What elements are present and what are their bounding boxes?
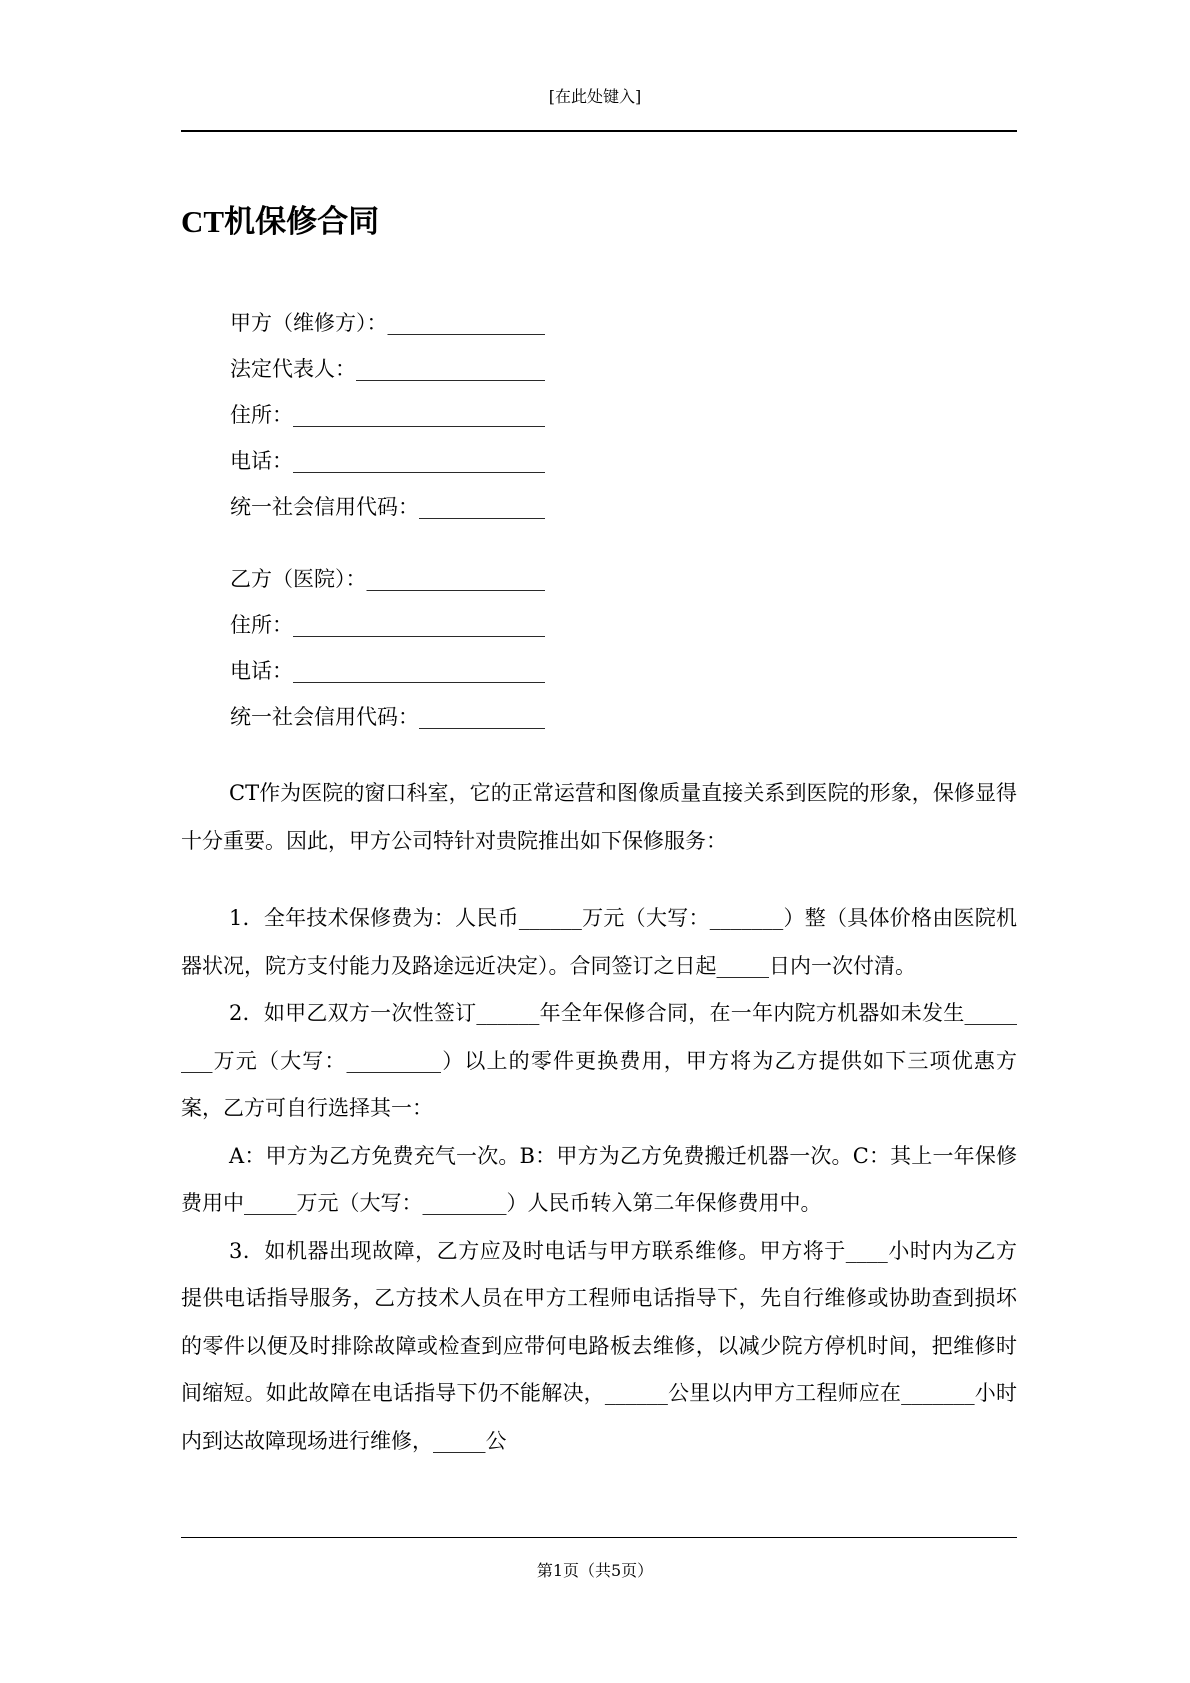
party-gap <box>230 536 545 562</box>
page-number: 第1页（共5页） <box>536 1561 654 1580</box>
header-rule <box>181 130 1017 132</box>
intro-paragraph: CT作为医院的窗口科室，它的正常运营和图像质量直接关系到医院的形象，保修显得十分重要。因此，甲方公司特针对贵院推出如下保修服务： <box>181 781 1017 853</box>
clause-2: 2．如甲乙双方一次性签订______年全年保修合同，在一年内院方机器如未发生________万元（大写：_________）以上的零件更换费用，甲方将为乙方提供如下三项优惠方案，乙方可自行选择其一： <box>181 1001 1017 1120</box>
party-b-name-line: 乙方（医院）：_________________ <box>230 567 545 591</box>
clause-1: 1．全年技术保修费为：人民币______万元（大写：_______）整（具体价格由医院机器状况，院方支付能力及路途远近决定）。合同签订之日起_____日内一次付清。 <box>181 906 1017 978</box>
party-a-name-line: 甲方（维修方）：_______________ <box>230 311 545 335</box>
document-title: CT机保修合同 <box>181 204 380 239</box>
parties-block <box>230 306 545 746</box>
clause-2-options: A：甲方为乙方免费充气一次。B：甲方为乙方免费搬迁机器一次。C：其上一年保修费用中_____万元（大写：________）人民币转入第二年保修费用中。 <box>181 1143 1017 1215</box>
party-b-credit-code-line: 统一社会信用代码：____________ <box>230 705 545 729</box>
party-a-credit-code-line: 统一社会信用代码：____________ <box>230 495 545 519</box>
party-a-phone-line: 电话：________________________ <box>230 449 545 473</box>
page-header-placeholder[interactable]: [在此处键入] <box>548 87 642 106</box>
party-a-address-line: 住所：________________________ <box>230 403 545 427</box>
party-b-address-line: 住所：________________________ <box>230 613 545 637</box>
footer-rule <box>181 1537 1017 1538</box>
clause-3: 3．如机器出现故障，乙方应及时电话与甲方联系维修。甲方将于____小时内为乙方提供电话指导服务，乙方技术人员在甲方工程师电话指导下，先自行维修或协助查到损坏的零件以便及时排除故障或检查到应带何电路板去维修，以减少院方停机时间，把维修时间缩短。如此故障在电话指导下仍不能解决，______公里以内甲方工程师应在_______小时内到达故障现场进行维修，_____公 <box>181 1238 1017 1453</box>
contract-body <box>181 770 1017 1465</box>
party-b-phone-line: 电话：________________________ <box>230 659 545 683</box>
section-gap <box>181 865 1017 895</box>
party-a-legal-rep-line: 法定代表人：__________________ <box>230 357 545 381</box>
